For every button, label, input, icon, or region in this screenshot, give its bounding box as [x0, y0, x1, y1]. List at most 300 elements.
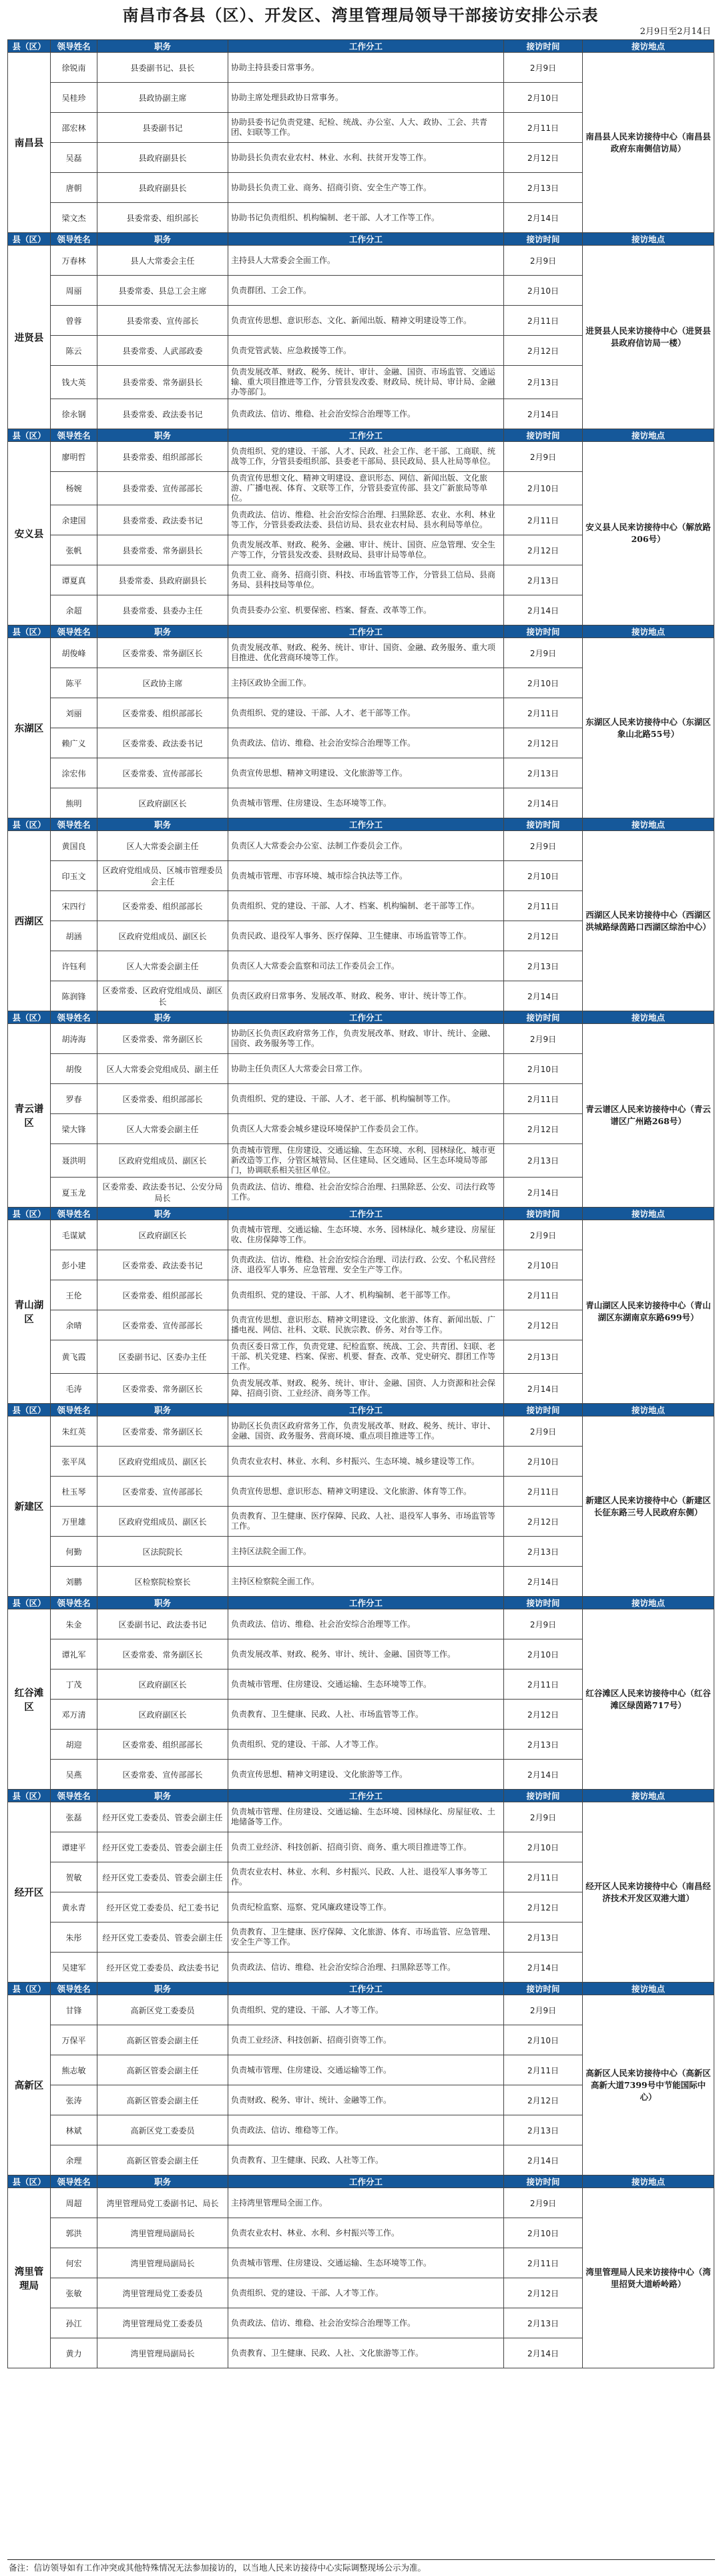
reception-date: 2月12日 [504, 336, 583, 366]
reception-address: 湾里管理局人民来访接待中心（湾里招贤大道峤岭路） [583, 2188, 714, 2368]
reception-date: 2月10日 [504, 861, 583, 891]
leader-position: 区政协主席 [97, 668, 228, 698]
leader-name: 黄飞霞 [51, 1340, 97, 1374]
leader-name: 甘锋 [51, 1995, 97, 2025]
leader-name: 杨婉 [51, 472, 97, 505]
work-division: 负责宣传思想、意识形态、精神文明建设、文化旅游、体育、新闻出版、广播电视、网信、社科、文联、民族宗教、侨务、对台等工作。 [228, 1310, 504, 1340]
reception-date: 2月12日 [504, 1892, 583, 1922]
leader-position: 区委常委、组织部部长 [97, 1280, 228, 1310]
leader-position: 区委常委、常务副区长 [97, 1024, 228, 1054]
leader-name: 黄国良 [51, 831, 97, 861]
leader-name: 吴磊 [51, 143, 97, 173]
work-division: 负责城市管理、住房建设、交通运输、生态环境、水利、园林绿化、城市更新改造等工作，分管区城管局、区住建局、区交通局、区生态环境局等部门，协调联系相关驻区单位。 [228, 1144, 504, 1178]
leader-name: 印玉文 [51, 861, 97, 891]
leader-position: 县委常委、县政府副县长 [97, 565, 228, 595]
reception-address: 经开区人民来访接待中心（南昌经济技术开发区双港大道） [583, 1802, 714, 1983]
header-county: 县（区） [8, 1983, 51, 1995]
leader-position: 经开区党工委委员、政法委书记 [97, 1953, 228, 1983]
reception-date: 2月13日 [504, 1730, 583, 1760]
county-name: 西湖区 [8, 831, 51, 1011]
leader-name: 何宏 [51, 2248, 97, 2278]
work-division: 负责政法、信访、维稳、社会治安综合治理等工作。 [228, 2308, 504, 2338]
leader-name: 钱大英 [51, 366, 97, 399]
reception-date: 2月10日 [504, 472, 583, 505]
reception-date: 2月13日 [504, 173, 583, 203]
work-division: 负责教育、卫生健康、民政、人社、市场监管等工作。 [228, 1700, 504, 1730]
leader-name: 曾蓉 [51, 306, 97, 336]
reception-date: 2月9日 [504, 1416, 583, 1447]
work-division: 负责农业农村、林业、水利、乡村振兴、民政、人社、退役军人事务等工作。 [228, 1862, 504, 1892]
work-division: 协助县长负责农业农村、林业、水利、扶贫开发等工作。 [228, 143, 504, 173]
work-division: 主持区政协全面工作。 [228, 668, 504, 698]
county-name: 进贤县 [8, 246, 51, 429]
leader-position: 区委常委、组织部部长 [97, 1730, 228, 1760]
reception-address: 高新区人民来访接待中心（高新区高新大道7399号中节能国际中心） [583, 1995, 714, 2175]
work-division: 主持县人大常委会全面工作。 [228, 246, 504, 276]
reception-date: 2月11日 [504, 1084, 583, 1114]
work-division: 负责城市管理、住房建设、交通运输、生态环境、园林绿化、房屋征收、土地储备等工作。 [228, 1802, 504, 1832]
leader-position: 县委常委、宣传部长 [97, 306, 228, 336]
reception-date: 2月9日 [504, 2188, 583, 2218]
leader-name: 胡俊峰 [51, 638, 97, 668]
work-division: 负责区人大常委会城乡建设环境保护工作委员会工作。 [228, 1114, 504, 1144]
header-position: 职务 [97, 1597, 228, 1609]
county-name: 新建区 [8, 1416, 51, 1597]
header-county: 县（区） [8, 818, 51, 831]
leader-name: 邵宏林 [51, 113, 97, 143]
leader-name: 胡涛海 [51, 1024, 97, 1054]
work-division: 负责组织、党的建设、干部、人才等工作。 [228, 1995, 504, 2025]
county-name: 红谷滩区 [8, 1609, 51, 1790]
work-division: 负责工业经济、科技创新、招商引资、商务、重大项目推进等工作。 [228, 1832, 504, 1862]
leader-name: 胡迎 [51, 1730, 97, 1760]
header-county: 县（区） [8, 429, 51, 442]
reception-date: 2月11日 [504, 698, 583, 728]
leader-position: 区人大常委会副主任 [97, 951, 228, 981]
leader-name: 周超 [51, 2188, 97, 2218]
leader-name: 张敏 [51, 2278, 97, 2308]
header-address: 接访地点 [583, 1208, 714, 1220]
leader-position: 区委常委、常务副区长 [97, 1639, 228, 1669]
leader-position: 县委常委、组织部长 [97, 203, 228, 233]
work-division: 负责组织、党的建设、干部、人才等工作。 [228, 1730, 504, 1760]
reception-date: 2月14日 [504, 2145, 583, 2175]
reception-date: 2月13日 [504, 758, 583, 788]
leader-name: 徐锐南 [51, 53, 97, 83]
header-work: 工作分工 [228, 1597, 504, 1609]
header-address: 接访地点 [583, 233, 714, 246]
reception-date: 2月11日 [504, 1669, 583, 1700]
leader-position: 县委常委、县总工会主席 [97, 276, 228, 306]
header-name: 领导姓名 [51, 818, 97, 831]
reception-date: 2月12日 [504, 2278, 583, 2308]
header-date: 接访时间 [504, 40, 583, 53]
leader-position: 区政府党组成员、副区长 [97, 1507, 228, 1537]
header-county: 县（区） [8, 625, 51, 638]
work-division: 负责农业农村、林业、水利、乡村振兴等工作。 [228, 2218, 504, 2248]
header-county: 县（区） [8, 1790, 51, 1802]
leader-name: 陈平 [51, 668, 97, 698]
table-row [8, 1802, 714, 1832]
reception-address: 新建区人民来访接待中心（新建区长征东路三号人民政府东侧） [583, 1416, 714, 1597]
leader-position: 县委常委、县委办主任 [97, 595, 228, 625]
header-date: 接访时间 [504, 818, 583, 831]
leader-position: 县政协副主席 [97, 83, 228, 113]
header-date: 接访时间 [504, 625, 583, 638]
section-header [8, 2175, 714, 2188]
work-division: 负责教育、卫生健康、民政、人社等工作。 [228, 2145, 504, 2175]
header-position: 职务 [97, 233, 228, 246]
header-county: 县（区） [8, 233, 51, 246]
leader-name: 余建国 [51, 505, 97, 535]
leader-position: 区委常委、组织部部长 [97, 1084, 228, 1114]
leader-position: 县委副书记 [97, 113, 228, 143]
page-title: 南昌市各县（区）、开发区、湾里管理局领导干部接访安排公示表 [122, 5, 599, 25]
work-division: 协助主任负责区人大常委会日常工作。 [228, 1054, 504, 1084]
section-header [8, 1983, 714, 1995]
leader-position: 县委副书记、县长 [97, 53, 228, 83]
work-division: 负责城市管理、市容环境、城市综合执法等工作。 [228, 861, 504, 891]
work-division: 负责城市管理、住房建设、交通运输等工作。 [228, 2055, 504, 2085]
leader-position: 区委常委、宣传部部长 [97, 758, 228, 788]
header-work: 工作分工 [228, 625, 504, 638]
work-division: 负责政法、信访、维稳、社会治安综合治理、扫黑除恶、公安、司法行政等工作。 [228, 1178, 504, 1208]
leader-position: 区委常委、政法委书记 [97, 1250, 228, 1280]
work-division: 负责发展改革、财政、税务、统计、审计、国资、金融、政务服务、重大项目推进、优化营商环境等工作。 [228, 638, 504, 668]
work-division: 负责宣传思想文化、精神文明建设、意识形态、网信、新闻出版、文化旅游、广播电视、体育、文联等工作，分管县委宣传部、县文广新旅局等单位。 [228, 472, 504, 505]
reception-date: 2月12日 [504, 1114, 583, 1144]
work-division: 负责政法、信访、维稳、社会治安综合治理等工作。 [228, 399, 504, 429]
reception-address: 西湖区人民来访接待中心（西湖区洪城路绿茵路口西湖区综治中心） [583, 831, 714, 1011]
leader-name: 朱彤 [51, 1922, 97, 1953]
leader-name: 刘鹏 [51, 1567, 97, 1597]
section-header [8, 40, 714, 53]
header-address: 接访地点 [583, 1011, 714, 1024]
reception-address: 青云谱区人民来访接待中心（青云谱区广州路268号） [583, 1024, 714, 1208]
leader-name: 廖明哲 [51, 442, 97, 472]
header-address: 接访地点 [583, 2175, 714, 2188]
leader-name: 吴燕 [51, 1760, 97, 1790]
header-name: 领导姓名 [51, 625, 97, 638]
reception-date: 2月10日 [504, 2218, 583, 2248]
section-header [8, 1011, 714, 1024]
work-division: 负责政法、信访、维稳、社会治安综合治理等工作。 [228, 728, 504, 758]
reception-date: 2月10日 [504, 1250, 583, 1280]
leader-position: 区政府副区长 [97, 1700, 228, 1730]
leader-position: 湾里管理局副局长 [97, 2338, 228, 2368]
leader-position: 区委常委、宣传部部长 [97, 1310, 228, 1340]
work-division: 负责宣传思想、意识形态、精神文明建设、文化旅游、体育等工作。 [228, 1477, 504, 1507]
header-address: 接访地点 [583, 1404, 714, 1416]
leader-name: 熊明 [51, 788, 97, 818]
reception-date: 2月14日 [504, 1567, 583, 1597]
reception-date: 2月10日 [504, 1054, 583, 1084]
work-division: 负责农业农村、林业、水利、乡村振兴、生态环境、城乡建设等工作。 [228, 1447, 504, 1477]
reception-date: 2月10日 [504, 1447, 583, 1477]
work-division: 协助县委书记负责党建、纪检、统战、办公室、人大、政协、工会、共青团、妇联等工作。 [228, 113, 504, 143]
reception-date: 2月12日 [504, 535, 583, 565]
header-name: 领导姓名 [51, 1404, 97, 1416]
work-division: 负责工业经济、科技创新、招商引资等工作。 [228, 2025, 504, 2055]
header-date: 接访时间 [504, 2175, 583, 2188]
reception-address: 安义县人民来访接待中心（解放路206号） [583, 442, 714, 625]
header-position: 职务 [97, 1790, 228, 1802]
work-division: 负责发展改革、财政、税务、统计、审计、金融、国资、人力资源和社会保障、招商引资、工业经济、商务等工作。 [228, 1374, 504, 1404]
reception-date: 2月11日 [504, 891, 583, 921]
work-division: 协助区长负责区政府常务工作，负责发展改革、财政、审计、统计、金融、国资、政务服务等工作。 [228, 1024, 504, 1054]
work-division: 负责宣传思想、精神文明建设、文化旅游等工作。 [228, 1760, 504, 1790]
leader-position: 湾里管理局党工委副书记、局长 [97, 2188, 228, 2218]
work-division: 负责发展改革、财政、税务、金融、审计、统计、国资、应急管理、安全生产等工作，分管县发改委、县财政局、县审计局等单位。 [228, 535, 504, 565]
leader-position: 县政府副县长 [97, 173, 228, 203]
work-division: 负责群团、工会工作。 [228, 276, 504, 306]
leader-name: 唐朝 [51, 173, 97, 203]
work-division: 负责发展改革、财政、税务、审计、统计、金融、国资等工作。 [228, 1639, 504, 1669]
work-division: 负责纪检监察、巡察、党风廉政建设等工作。 [228, 1892, 504, 1922]
header-name: 领导姓名 [51, 1011, 97, 1024]
section-header [8, 1404, 714, 1416]
section-header [8, 1208, 714, 1220]
leader-name: 胡俊 [51, 1054, 97, 1084]
header-work: 工作分工 [228, 429, 504, 442]
leader-name: 孙江 [51, 2308, 97, 2338]
leader-position: 高新区党工委委员 [97, 1995, 228, 2025]
work-division: 负责政法、信访、维稳、社会治安综合治理、扫黑除恶等工作。 [228, 1953, 504, 1983]
reception-date: 2月14日 [504, 2338, 583, 2368]
header-date: 接访时间 [504, 1404, 583, 1416]
leader-name: 黄永青 [51, 1892, 97, 1922]
leader-position: 县政府副县长 [97, 143, 228, 173]
leader-name: 何勤 [51, 1537, 97, 1567]
work-division: 负责组织、党的建设、干部、人才、档案、机构编制、老干部等工作。 [228, 891, 504, 921]
leader-position: 县委常委、政法委书记 [97, 399, 228, 429]
leader-position: 县委常委、常务副县长 [97, 535, 228, 565]
reception-date: 2月9日 [504, 1609, 583, 1639]
header-position: 职务 [97, 2175, 228, 2188]
work-division: 负责县委办公室、机要保密、档案、督查、改革等工作。 [228, 595, 504, 625]
section-header [8, 429, 714, 442]
reception-date: 2月12日 [504, 921, 583, 951]
county-name: 青云谱区 [8, 1024, 51, 1208]
reception-date: 2月14日 [504, 1374, 583, 1404]
work-division: 负责政法、信访、维稳、社会治安综合治理、司法行政、公安、个私民营经济、退役军人事务、应急管理、安全生产等工作。 [228, 1250, 504, 1280]
work-division: 协助县长负责工业、商务、招商引资、安全生产等工作。 [228, 173, 504, 203]
leader-name: 宋四行 [51, 891, 97, 921]
reception-date: 2月13日 [504, 1144, 583, 1178]
leader-name: 张磊 [51, 1802, 97, 1832]
county-name: 东湖区 [8, 638, 51, 818]
work-division: 负责党管武装、应急救援等工作。 [228, 336, 504, 366]
leader-name: 黄力 [51, 2338, 97, 2368]
county-name: 高新区 [8, 1995, 51, 2175]
header-county: 县（区） [8, 1208, 51, 1220]
reception-date: 2月9日 [504, 831, 583, 861]
header-date: 接访时间 [504, 233, 583, 246]
reception-date: 2月10日 [504, 83, 583, 113]
reception-date: 2月12日 [504, 728, 583, 758]
county-name: 青山湖区 [8, 1220, 51, 1404]
header-name: 领导姓名 [51, 1597, 97, 1609]
header-work: 工作分工 [228, 1208, 504, 1220]
leader-name: 梁文杰 [51, 203, 97, 233]
reception-date: 2月10日 [504, 276, 583, 306]
reception-date: 2月13日 [504, 1922, 583, 1953]
work-division: 负责政法、信访、维稳、社会治安综合治理等工作。 [228, 1609, 504, 1639]
reception-date: 2月14日 [504, 203, 583, 233]
reception-date: 2月9日 [504, 1995, 583, 2025]
reception-date: 2月11日 [504, 113, 583, 143]
leader-position: 区人大常委会副主任 [97, 831, 228, 861]
reception-date: 2月9日 [504, 1802, 583, 1832]
reception-date: 2月13日 [504, 2115, 583, 2145]
header-work: 工作分工 [228, 233, 504, 246]
reception-date: 2月11日 [504, 306, 583, 336]
leader-name: 万保平 [51, 2025, 97, 2055]
reception-date: 2月11日 [504, 1862, 583, 1892]
reception-date: 2月10日 [504, 1639, 583, 1669]
header-position: 职务 [97, 1011, 228, 1024]
leader-position: 区政府副区长 [97, 788, 228, 818]
reception-date: 2月14日 [504, 399, 583, 429]
leader-name: 余理 [51, 2145, 97, 2175]
reception-date: 2月10日 [504, 1832, 583, 1862]
header-work: 工作分工 [228, 2175, 504, 2188]
header-date: 接访时间 [504, 1011, 583, 1024]
reception-date: 2月12日 [504, 1507, 583, 1537]
leader-position: 区政府党组成员、副区长 [97, 1447, 228, 1477]
leader-position: 高新区管委会副主任 [97, 2025, 228, 2055]
leader-position: 县委常委、人武部政委 [97, 336, 228, 366]
notice-page [7, 0, 714, 2576]
reception-address: 青山湖区人民来访接待中心（青山湖区东湖南京东路699号） [583, 1220, 714, 1404]
header-name: 领导姓名 [51, 40, 97, 53]
table-row [8, 1024, 714, 1054]
section-header [8, 1790, 714, 1802]
leader-position: 县委常委、政法委书记 [97, 505, 228, 535]
work-division: 负责民政、退役军人事务、医疗保障、卫生健康、市场监管等工作。 [228, 921, 504, 951]
reception-schedule-table [7, 39, 714, 2368]
leader-name: 许钰利 [51, 951, 97, 981]
work-division: 负责城市管理、交通运输、生态环境、水务、园林绿化、城乡建设、房屋征收、住房保障等工作。 [228, 1220, 504, 1250]
reception-date: 2月12日 [504, 143, 583, 173]
leader-name: 谭礼军 [51, 1639, 97, 1669]
leader-name: 陈润锋 [51, 981, 97, 1011]
footer-note: 备注：信访领导如有工作冲突或其他特殊情况无法参加接访的，以当地人民来访接待中心实际调整现场公示为准。 [7, 2559, 715, 2576]
leader-position: 县人大常委会主任 [97, 246, 228, 276]
header-position: 职务 [97, 429, 228, 442]
header-county: 县（区） [8, 1011, 51, 1024]
leader-name: 林斌 [51, 2115, 97, 2145]
header-work: 工作分工 [228, 1011, 504, 1024]
reception-date: 2月14日 [504, 1178, 583, 1208]
header-county: 县（区） [8, 1404, 51, 1416]
leader-position: 区检察院检察长 [97, 1567, 228, 1597]
header-position: 职务 [97, 40, 228, 53]
reception-date: 2月13日 [504, 1537, 583, 1567]
table-row [8, 53, 714, 83]
work-division: 负责政法、信访、维稳等工作。 [228, 2115, 504, 2145]
header-work: 工作分工 [228, 1790, 504, 1802]
leader-position: 区人大常委会副主任 [97, 1114, 228, 1144]
header-work: 工作分工 [228, 818, 504, 831]
leader-name: 余超 [51, 595, 97, 625]
leader-position: 区委常委、组织部部长 [97, 891, 228, 921]
header-county: 县（区） [8, 2175, 51, 2188]
work-division: 负责宣传思想、精神文明建设、文化旅游等工作。 [228, 758, 504, 788]
leader-position: 高新区党工委委员 [97, 2115, 228, 2145]
work-division: 负责城市管理、住房建设、生态环境等工作。 [228, 788, 504, 818]
reception-date: 2月14日 [504, 1760, 583, 1790]
leader-name: 万春林 [51, 246, 97, 276]
leader-name: 邓万清 [51, 1700, 97, 1730]
header-address: 接访地点 [583, 1597, 714, 1609]
header-date: 接访时间 [504, 1208, 583, 1220]
leader-position: 区委常委、组织部部长 [97, 698, 228, 728]
leader-name: 罗春 [51, 1084, 97, 1114]
reception-date: 2月9日 [504, 442, 583, 472]
work-division: 负责发展改革、财政、税务、统计、审计、金融、国资、市场监管、交通运输、重大项目推进等工作，分管县发改委、财政局、统计局、审计局、金融办等部门。 [228, 366, 504, 399]
leader-position: 区人大常委会党组成员、副主任 [97, 1054, 228, 1084]
reception-address: 南昌县人民来访接待中心（南昌县政府东南侧信访局） [583, 53, 714, 233]
header-position: 职务 [97, 818, 228, 831]
header-position: 职务 [97, 1404, 228, 1416]
leader-position: 高新区管委会副主任 [97, 2055, 228, 2085]
work-division: 负责城市管理、住房建设、交通运输、生态环境等工作。 [228, 1669, 504, 1700]
work-division: 负责工业、商务、招商引资、科技、市场监管等工作，分管县工信局、县商务局、县科技局等单位。 [228, 565, 504, 595]
header-position: 职务 [97, 1208, 228, 1220]
leader-name: 王伦 [51, 1280, 97, 1310]
leader-position: 区委常委、常务副区长 [97, 1374, 228, 1404]
leader-position: 区政府副区长 [97, 1669, 228, 1700]
reception-date: 2月10日 [504, 2025, 583, 2055]
work-division: 主持区法院全面工作。 [228, 1537, 504, 1567]
leader-name: 吴桂珍 [51, 83, 97, 113]
work-division: 负责组织、党的建设、干部、人才、老干部、机构编制等工作。 [228, 1084, 504, 1114]
leader-position: 经开区党工委委员、纪工委书记 [97, 1892, 228, 1922]
header-date: 接访时间 [504, 1597, 583, 1609]
leader-position: 区委副书记、区委办主任 [97, 1340, 228, 1374]
work-division: 负责组织、党的建设、干部、人才等工作。 [228, 2278, 504, 2308]
leader-name: 张平凤 [51, 1447, 97, 1477]
leader-name: 丁茂 [51, 1669, 97, 1700]
work-division: 协助区长负责区政府常务工作，负责发展改革、财政、税务、统计、审计、金融、国资、政务服务、营商环境、重点项目推进等工作。 [228, 1416, 504, 1447]
leader-name: 贺敏 [51, 1862, 97, 1892]
work-division: 负责组织、党的建设、干部、人才、机构编制、老干部等工作。 [228, 1280, 504, 1310]
leader-position: 湾里管理局党工委委员 [97, 2278, 228, 2308]
header-county: 县（区） [8, 40, 51, 53]
leader-name: 朱金 [51, 1609, 97, 1639]
work-division: 负责区人大常委会办公室、法制工作委员会工作。 [228, 831, 504, 861]
work-division: 负责区政府日常事务、发展改革、财政、税务、审计、统计等工作。 [228, 981, 504, 1011]
leader-name: 陈云 [51, 336, 97, 366]
reception-date: 2月12日 [504, 1310, 583, 1340]
header-address: 接访地点 [583, 40, 714, 53]
reception-date: 2月9日 [504, 1024, 583, 1054]
header-position: 职务 [97, 625, 228, 638]
reception-date: 2月14日 [504, 595, 583, 625]
leader-name: 胡涵 [51, 921, 97, 951]
leader-position: 高新区管委会副主任 [97, 2085, 228, 2115]
reception-date: 2月11日 [504, 1477, 583, 1507]
work-division: 负责教育、卫生健康、医疗保障、文化旅游、体育、市场监管、应急管理、安全生产等工作。 [228, 1922, 504, 1953]
reception-date: 2月12日 [504, 2085, 583, 2115]
header-name: 领导姓名 [51, 1790, 97, 1802]
reception-date: 2月14日 [504, 1953, 583, 1983]
table-row [8, 638, 714, 668]
leader-position: 经开区党工委委员、管委会副主任 [97, 1832, 228, 1862]
leader-position: 区政府党组成员、区城市管理委员会主任 [97, 861, 228, 891]
work-division: 负责组织、党的建设、干部、人才、老干部等工作。 [228, 698, 504, 728]
